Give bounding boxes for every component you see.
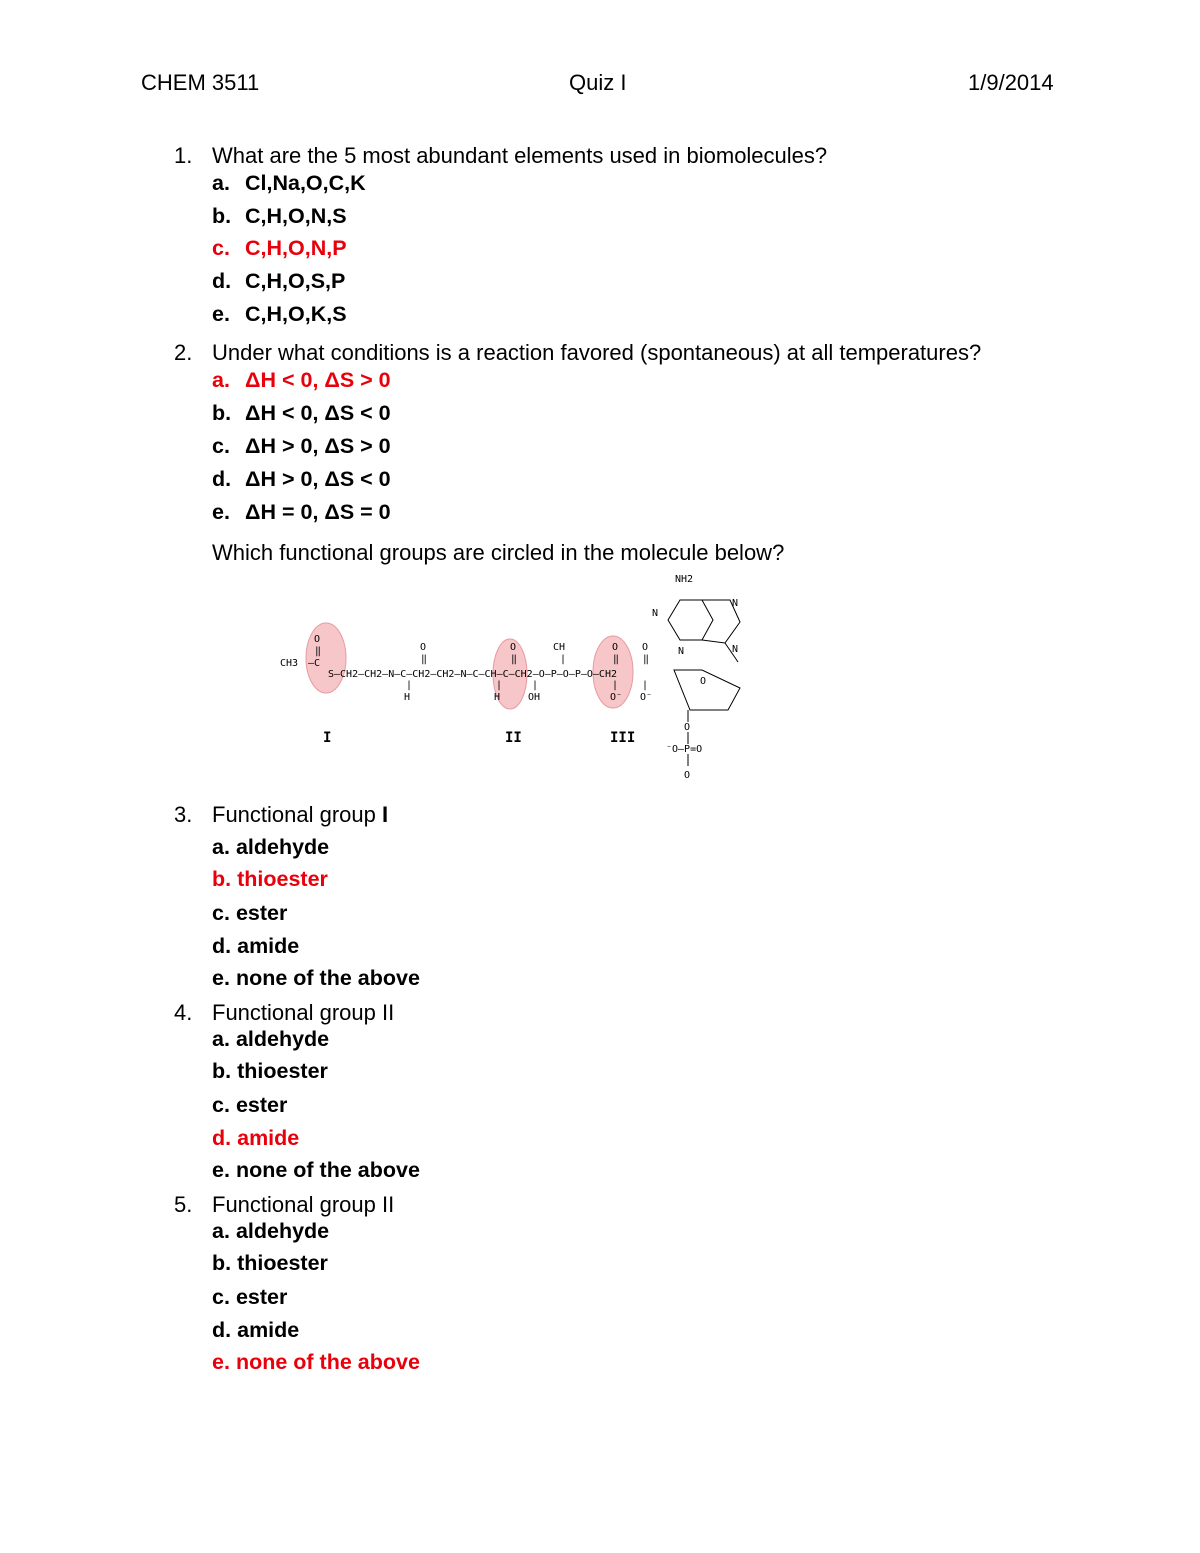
svg-text:–C: –C xyxy=(308,658,321,669)
option-text: amide xyxy=(237,1318,300,1342)
option-label: b. xyxy=(212,867,232,891)
svg-text:OH: OH xyxy=(528,692,541,703)
quiz-title: Quiz I xyxy=(569,70,627,95)
option-text: aldehyde xyxy=(235,835,330,859)
svg-text:⁻O–P=O: ⁻O–P=O xyxy=(666,744,703,755)
svg-text:O: O xyxy=(314,634,321,645)
option-label: d. xyxy=(212,934,232,958)
option-5a[interactable] xyxy=(212,1219,329,1244)
svg-text:H: H xyxy=(494,692,501,703)
option-2b[interactable] xyxy=(212,401,391,426)
svg-text:|: | xyxy=(406,680,413,691)
option-label: a. xyxy=(212,1027,230,1051)
option-text: C,H,O,K,S xyxy=(245,302,347,326)
svg-text:O: O xyxy=(612,642,619,653)
option-5c[interactable] xyxy=(212,1285,287,1310)
group-label-II: II xyxy=(505,730,522,746)
svg-text:N: N xyxy=(652,608,659,619)
option-2e[interactable] xyxy=(212,500,391,525)
option-text: ester xyxy=(235,901,288,925)
option-1c[interactable] xyxy=(212,236,347,261)
question-number: 3. xyxy=(174,802,193,827)
option-label: c. xyxy=(212,901,230,925)
option-4a[interactable] xyxy=(212,1027,329,1052)
option-4d[interactable] xyxy=(212,1126,299,1151)
svg-text:O: O xyxy=(700,676,707,687)
option-text: ester xyxy=(235,1285,288,1309)
option-text: ΔH < 0, ΔS > 0 xyxy=(245,368,391,392)
option-label: c. xyxy=(212,1093,230,1117)
option-text: thioester xyxy=(237,1059,328,1083)
svg-text:O⁻: O⁻ xyxy=(610,692,623,703)
option-text: none of the above xyxy=(235,966,420,990)
option-label: d. xyxy=(212,1318,232,1342)
option-3b[interactable] xyxy=(212,867,328,892)
option-label: b. xyxy=(212,401,232,425)
question-text: What are the 5 most abundant elements used in biomolecules? xyxy=(212,143,828,168)
nh2-label: NH2 xyxy=(675,574,694,585)
svg-text:|: | xyxy=(642,680,649,691)
option-text: C,H,O,S,P xyxy=(245,269,346,293)
question-text: Functional group II xyxy=(212,1000,395,1025)
option-label: e. xyxy=(212,302,230,326)
question-number: 5. xyxy=(174,1192,193,1217)
option-1a[interactable] xyxy=(212,171,366,196)
quiz-date: 1/9/2014 xyxy=(968,70,1054,95)
option-text: thioester xyxy=(237,1251,328,1275)
svg-text:‖: ‖ xyxy=(613,654,620,665)
option-label: e. xyxy=(212,966,230,990)
option-text: ester xyxy=(235,1093,288,1117)
svg-text:‖: ‖ xyxy=(315,646,322,657)
svg-text:|: | xyxy=(496,680,503,691)
option-text: aldehyde xyxy=(235,1027,330,1051)
svg-text:|: | xyxy=(560,654,567,665)
option-1e[interactable] xyxy=(212,302,347,327)
option-text: ΔH > 0, ΔS > 0 xyxy=(245,434,391,458)
question-text: Under what conditions is a reaction favored (spontaneous) at all temperatures? xyxy=(212,340,982,365)
svg-text:H: H xyxy=(404,692,411,703)
question-text: Functional group II xyxy=(212,1192,395,1217)
svg-text:N: N xyxy=(678,646,685,657)
svg-text:O: O xyxy=(642,642,649,653)
option-text: ΔH = 0, ΔS = 0 xyxy=(245,500,391,524)
question-number: 1. xyxy=(174,143,193,168)
svg-text:O: O xyxy=(420,642,427,653)
option-3c[interactable] xyxy=(212,901,287,926)
option-label: c. xyxy=(212,434,230,458)
svg-text:N: N xyxy=(732,598,739,609)
svg-text:N: N xyxy=(732,644,739,655)
option-label: b. xyxy=(212,1251,232,1275)
option-text: ΔH < 0, ΔS < 0 xyxy=(245,401,391,425)
group-label-III: III xyxy=(610,730,636,746)
option-4e[interactable] xyxy=(212,1158,420,1183)
option-4b[interactable] xyxy=(212,1059,328,1084)
option-text: amide xyxy=(237,1126,300,1150)
svg-text:O: O xyxy=(510,642,517,653)
option-4c[interactable] xyxy=(212,1093,287,1118)
option-label: c. xyxy=(212,1285,230,1309)
option-3a[interactable] xyxy=(212,835,329,860)
svg-text:|: | xyxy=(532,680,539,691)
option-label: a. xyxy=(212,1219,230,1243)
svg-text:‖: ‖ xyxy=(643,654,650,665)
svg-text:‖: ‖ xyxy=(421,654,428,665)
option-text: C,H,O,N,P xyxy=(245,236,347,260)
option-label: a. xyxy=(212,368,230,392)
option-1b[interactable] xyxy=(212,204,347,229)
option-1d[interactable] xyxy=(212,269,345,294)
option-label: b. xyxy=(212,204,232,228)
group-label-I: I xyxy=(323,730,332,746)
option-5e[interactable] xyxy=(212,1350,420,1375)
option-label: e. xyxy=(212,500,230,524)
ch3-label: CH3 xyxy=(280,658,299,669)
option-2c[interactable] xyxy=(212,434,391,459)
option-label: a. xyxy=(212,171,230,195)
option-label: a. xyxy=(212,835,230,859)
svg-text:CH: CH xyxy=(553,642,566,653)
svg-text:|: | xyxy=(612,680,619,691)
page-header xyxy=(0,70,1200,100)
option-text: amide xyxy=(237,934,300,958)
option-text: C,H,O,N,S xyxy=(245,204,347,228)
option-2d[interactable] xyxy=(212,467,391,492)
option-text: Cl,Na,O,C,K xyxy=(245,171,366,195)
option-text: aldehyde xyxy=(235,1219,330,1243)
option-label: e. xyxy=(212,1350,230,1374)
svg-text:O: O xyxy=(684,722,691,733)
question-number: 4. xyxy=(174,1000,193,1025)
option-label: d. xyxy=(212,269,232,293)
chain-label: S–CH2–CH2–N–C–CH2–CH2–N–C–CH–C–CH2–O–P–O–P–O–CH2 xyxy=(328,669,617,680)
option-text: none of the above xyxy=(235,1350,420,1374)
option-text: ΔH > 0, ΔS < 0 xyxy=(245,467,391,491)
svg-text:O: O xyxy=(684,770,691,781)
option-2a[interactable] xyxy=(212,368,391,393)
option-label: d. xyxy=(212,467,232,491)
course-code: CHEM 3511 xyxy=(141,70,260,95)
option-5b[interactable] xyxy=(212,1251,328,1276)
option-text: thioester xyxy=(237,867,328,891)
option-text: none of the above xyxy=(235,1158,420,1182)
question-number: 2. xyxy=(174,340,193,365)
question-text: Functional group xyxy=(212,802,382,827)
option-label: e. xyxy=(212,1158,230,1182)
svg-text:O⁻: O⁻ xyxy=(640,692,653,703)
option-5d[interactable] xyxy=(212,1318,299,1343)
option-label: c. xyxy=(212,236,230,260)
question-group-ref: I xyxy=(382,802,389,827)
option-label: b. xyxy=(212,1059,232,1083)
svg-text:‖: ‖ xyxy=(511,654,518,665)
molecule-diagram xyxy=(270,570,790,790)
option-3d[interactable] xyxy=(212,934,299,959)
option-label: d. xyxy=(212,1126,232,1150)
figure-prompt: Which functional groups are circled in the molecule below? xyxy=(212,540,785,565)
option-3e[interactable] xyxy=(212,966,420,991)
